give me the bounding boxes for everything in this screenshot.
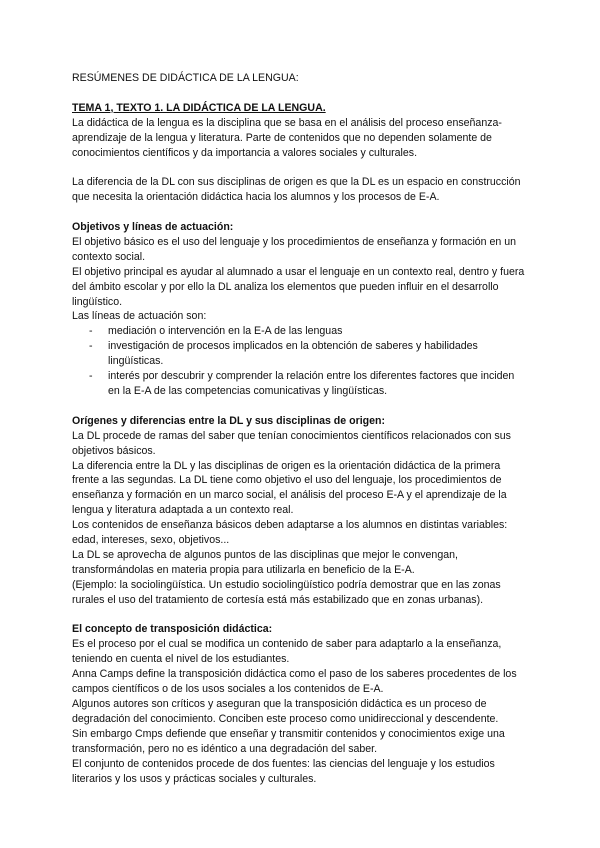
paragraph: La diferencia entre la DL y las disciplinas de origen es la orientación didáctica de la primera frente a las segundas. La DL tiene como objetivo el uso del lenguaje, los procedimientos de enseñanza y formación en un marco social, el análisis del proceso E-A y el aprendizaje de la lengua y literatura adaptada a un contexto real. [72,459,507,517]
paragraph: La didáctica de la lengua es la disciplina que se basa en el análisis del proceso enseñanza-aprendizaje de la lengua y literatura. Parte de contenidos que no dependen solamente de conocimientos científicos y da importancia a valores sociales y culturales. [72,116,502,159]
paragraph: El conjunto de contenidos procede de dos fuentes: las ciencias del lenguaje y los estudios literarios y los usos y prácticas sociales y culturales. [72,757,495,785]
document-page [72,71,528,786]
list-item: - mediación o intervención en la E-A de las lenguas [72,324,528,339]
paragraph: El objetivo básico es el uso del lenguaje y los procedimientos de enseñanza y formación en un contexto social. [72,235,517,263]
paragraph: Sin embargo Cmps defiende que enseñar y transmitir contenidos y conocimientos exige una transformación, pero no es idéntico a una degradación del saber. [72,727,505,755]
paragraph: La diferencia de la DL con sus disciplinas de origen es que la DL es un espacio en construcción que necesita la orientación didáctica hacia los alumnos y los procesos de E-A. [72,176,521,204]
paragraph: Los contenidos de enseñanza básicos deben adaptarse a los alumnos en distintas variables: edad, intereses, sexo, objetivos... [72,519,508,547]
paragraph: La DL procede de ramas del saber que tenían conocimientos científicos relacionados con sus objetivos básicos. [72,429,511,457]
document-title: RESÚMENES DE DIDÁCTICA DE LA LENGUA: [72,72,299,84]
paragraph: Algunos autores son críticos y aseguran que la transposición didáctica es un proceso de degradación del conocimiento. Conciben este proceso como unidireccional y descendente. [72,697,499,725]
section-objetivos [72,220,528,399]
section-heading: Orígenes y diferencias entre la DL y sus disciplinas de origen: [72,414,386,427]
bullet-list [72,324,528,399]
list-item: - investigación de procesos implicados en la obtención de saberes y habilidades lingüísticas. [72,339,528,369]
paragraph: Anna Camps define la transposición didáctica como el paso de los saberes procedentes de los campos científicos o de los usos sociales a los contenidos de E-A. [72,668,517,696]
paragraph: Es el proceso por el cual se modifica un contenido de saber para adaptarlo a la enseñanza, teniendo en cuenta el nivel de los estudiantes. [72,638,502,666]
section-heading: TEMA 1, TEXTO 1. LA DIDÁCTICA DE LA LENGUA. [72,101,326,114]
section-transposicion [72,622,528,786]
paragraph: (Ejemplo: la sociolingüística. Un estudio sociolingüístico podría demostrar que en las zonas rurales el uso del tratamiento de cortesía está más estabilizado que en zonas urbanas). [72,578,501,606]
paragraph: La DL se aprovecha de algunos puntos de las disciplinas que mejor le convengan, transformándolas en materia propia para utilizarla en beneficio de la E-A. [72,548,458,576]
section-heading: Objetivos y líneas de actuación: [72,221,234,234]
section-tema-1 [72,101,528,205]
section-heading: El concepto de transposición didáctica: [72,623,273,636]
paragraph: Las líneas de actuación son: [72,310,207,323]
paragraph: El objetivo principal es ayudar al alumnado a usar el lenguaje en un contexto real, dentro y fuera del ámbito escolar y por ello la DL analiza los elementos que pueden influir en el desarrollo lingüístico. [72,265,525,308]
list-item: - interés por descubrir y comprender la relación entre los diferentes factores que inciden en la E-A de las competencias comunicativas y lingüísticas. [72,369,528,399]
section-origenes [72,414,528,608]
